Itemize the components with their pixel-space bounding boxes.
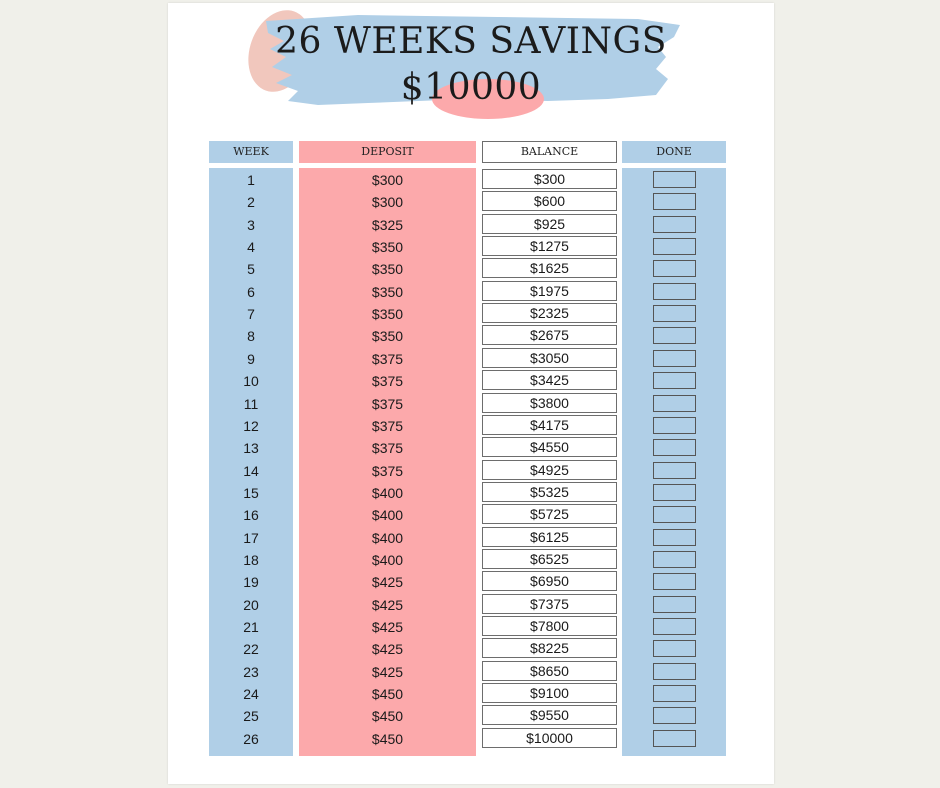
- done-checkbox[interactable]: [653, 327, 696, 344]
- balance-box: $8225: [482, 638, 617, 658]
- done-checkbox[interactable]: [653, 551, 696, 568]
- deposit-amount: $425: [371, 619, 404, 635]
- deposit-amount: $425: [371, 596, 404, 613]
- balance-box: $3050: [482, 348, 617, 368]
- week-number: 8: [247, 328, 255, 345]
- done-checkbox[interactable]: [653, 283, 696, 300]
- week-number: 17: [243, 529, 259, 546]
- balance-box: $7800: [482, 616, 617, 636]
- done-checkbox[interactable]: [653, 707, 696, 724]
- deposit-amount: $350: [371, 306, 404, 323]
- header-balance: BALANCE: [482, 141, 617, 163]
- balance-box: $7375: [482, 594, 617, 614]
- done-column: [622, 168, 726, 756]
- header-week: WEEK: [209, 141, 293, 163]
- done-checkbox[interactable]: [653, 439, 696, 456]
- done-checkbox[interactable]: [653, 171, 696, 188]
- week-number: 21: [243, 619, 259, 635]
- balance-box: $9550: [482, 705, 617, 725]
- balance-box: $2675: [482, 325, 617, 345]
- deposit-amount: $450: [371, 686, 404, 703]
- done-checkbox[interactable]: [653, 350, 696, 367]
- deposit-amount: $400: [371, 484, 404, 501]
- done-checkbox[interactable]: [653, 685, 696, 702]
- balance-box: $3800: [482, 393, 617, 413]
- deposit-amount: $400: [371, 529, 404, 546]
- week-number: 10: [243, 373, 259, 390]
- balance-column: [482, 168, 617, 756]
- balance-box: $9100: [482, 683, 617, 703]
- week-number: 20: [243, 596, 259, 613]
- balance-box: $6525: [482, 549, 617, 569]
- week-number: 13: [243, 440, 259, 457]
- week-number: 2: [247, 194, 255, 211]
- done-checkbox[interactable]: [653, 596, 696, 613]
- done-checkbox[interactable]: [653, 640, 696, 657]
- deposit-amount: $375: [371, 462, 404, 479]
- week-column: [209, 168, 293, 756]
- week-number: 3: [247, 216, 255, 233]
- balance-box: $8650: [482, 661, 617, 681]
- deposit-amount: $350: [371, 283, 404, 300]
- deposit-amount: $425: [371, 574, 404, 591]
- week-number: 25: [243, 708, 259, 725]
- balance-box: $2325: [482, 303, 617, 323]
- week-number: 5: [247, 261, 255, 278]
- done-checkbox[interactable]: [653, 417, 696, 434]
- done-checkbox[interactable]: [653, 529, 696, 546]
- header-deposit: DEPOSIT: [299, 141, 476, 163]
- done-checkbox[interactable]: [653, 395, 696, 412]
- done-checkbox[interactable]: [653, 260, 696, 277]
- done-checkbox[interactable]: [653, 663, 696, 680]
- done-checkbox[interactable]: [653, 305, 696, 322]
- deposit-amount: $350: [371, 239, 404, 256]
- deposit-amount: $375: [371, 395, 404, 412]
- balance-box: $4550: [482, 437, 617, 457]
- week-number: 16: [243, 507, 259, 524]
- done-checkbox[interactable]: [653, 372, 696, 389]
- deposit-amount: $300: [371, 172, 404, 188]
- done-checkbox[interactable]: [653, 506, 696, 523]
- week-number: 14: [243, 462, 259, 479]
- deposit-column: [299, 168, 476, 756]
- balance-box: $3425: [482, 370, 617, 390]
- balance-box: $600: [482, 191, 617, 211]
- week-number: 22: [243, 641, 259, 658]
- deposit-amount: $375: [371, 373, 404, 390]
- week-number: 4: [247, 239, 255, 256]
- deposit-amount: $400: [371, 507, 404, 524]
- done-checkbox[interactable]: [653, 462, 696, 479]
- done-checkbox[interactable]: [653, 238, 696, 255]
- balance-box: $4175: [482, 415, 617, 435]
- savings-sheet: [168, 3, 774, 784]
- week-number: 11: [243, 395, 259, 412]
- deposit-amount: $375: [371, 417, 404, 434]
- deposit-amount: $450: [371, 708, 404, 725]
- balance-box: $925: [482, 214, 617, 234]
- week-number: 15: [243, 484, 259, 501]
- balance-box: $300: [482, 169, 617, 189]
- week-number: 1: [247, 172, 255, 188]
- done-checkbox[interactable]: [653, 193, 696, 210]
- deposit-amount: $450: [371, 730, 404, 747]
- header-done: DONE: [622, 141, 726, 163]
- done-checkbox[interactable]: [653, 484, 696, 501]
- balance-box: $10000: [482, 728, 617, 748]
- week-number: 19: [243, 574, 259, 591]
- balance-box: $1275: [482, 236, 617, 256]
- balance-box: $5325: [482, 482, 617, 502]
- done-checkbox[interactable]: [653, 618, 696, 635]
- deposit-amount: $425: [371, 641, 404, 658]
- week-number: 24: [243, 686, 259, 703]
- deposit-amount: $425: [371, 663, 404, 680]
- balance-box: $4925: [482, 460, 617, 480]
- week-number: 12: [243, 417, 259, 434]
- deposit-amount: $375: [371, 350, 404, 367]
- week-number: 18: [243, 551, 259, 568]
- deposit-amount: $375: [371, 440, 404, 457]
- balance-box: $6125: [482, 527, 617, 547]
- week-number: 23: [243, 663, 259, 680]
- week-number: 7: [247, 306, 255, 323]
- done-checkbox[interactable]: [653, 730, 696, 747]
- deposit-amount: $325: [371, 216, 404, 233]
- page-title: 26 WEEKS SAVINGS: [275, 21, 667, 62]
- balance-box: $6950: [482, 571, 617, 591]
- deposit-amount: $300: [371, 194, 404, 211]
- deposit-amount: $350: [371, 261, 404, 278]
- deposit-amount: $400: [371, 551, 404, 568]
- week-number: 6: [247, 283, 255, 300]
- page-subtitle-amount: $10000: [400, 67, 542, 108]
- balance-box: $1625: [482, 258, 617, 278]
- week-number: 9: [247, 350, 255, 367]
- done-checkbox[interactable]: [653, 573, 696, 590]
- done-checkbox[interactable]: [653, 216, 696, 233]
- deposit-amount: $350: [371, 328, 404, 345]
- balance-box: $5725: [482, 504, 617, 524]
- balance-box: $1975: [482, 281, 617, 301]
- week-number: 26: [243, 730, 259, 747]
